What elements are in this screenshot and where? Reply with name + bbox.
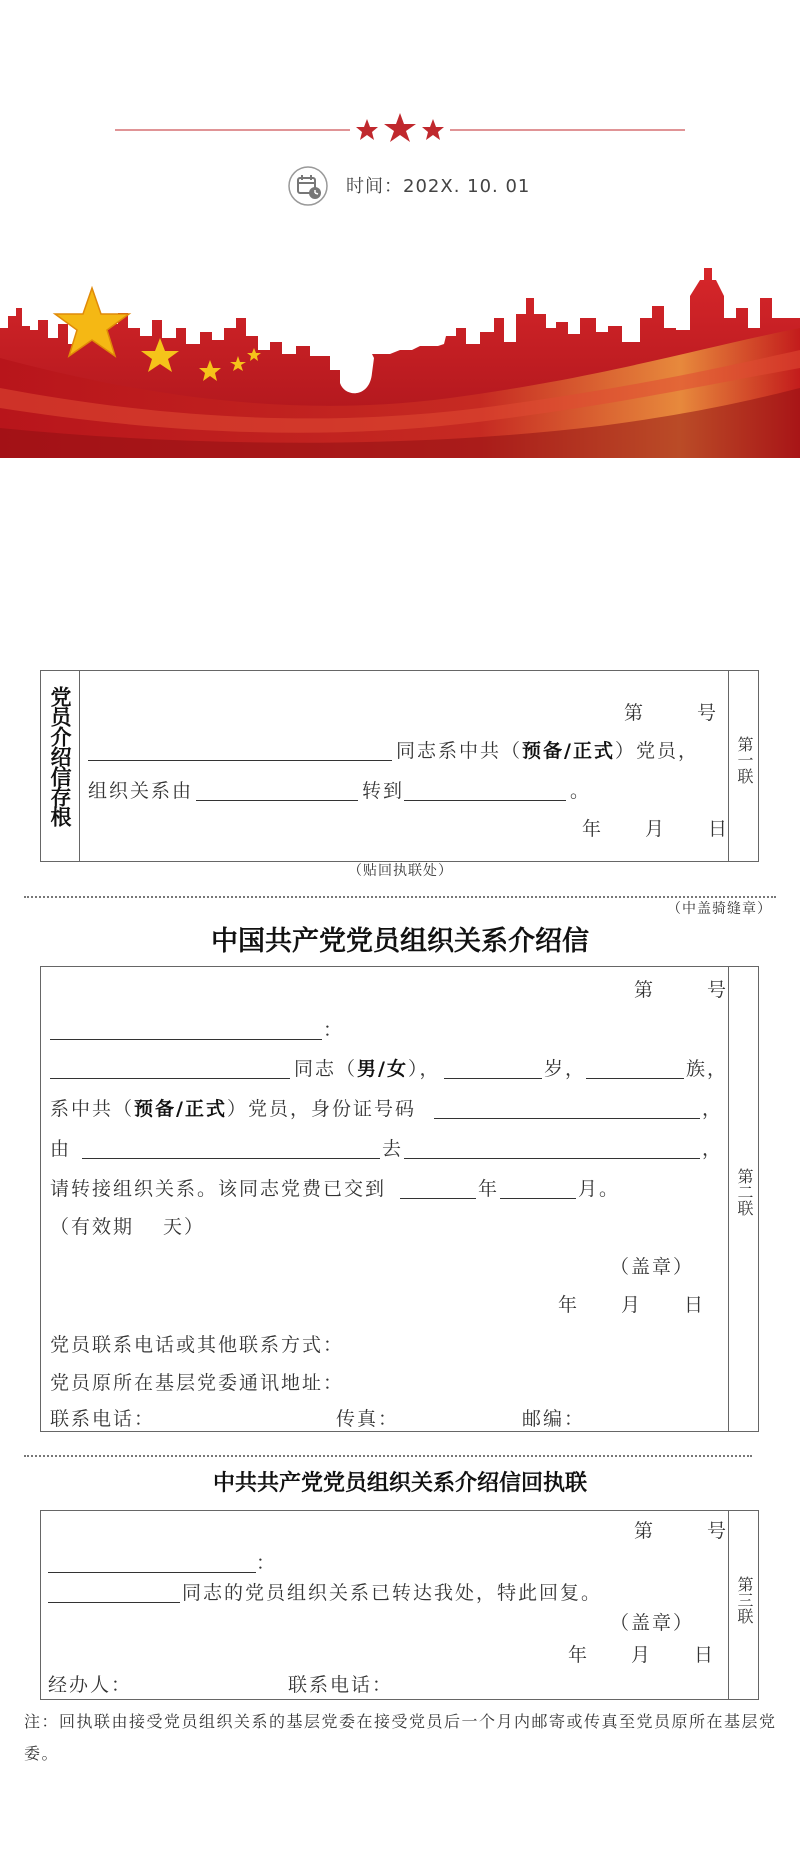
letter-phone: 联系电话：	[50, 1408, 156, 1430]
letter-right-divider	[728, 966, 729, 1432]
letter-line4-a: 由	[50, 1138, 72, 1160]
stub-from-blank[interactable]	[196, 800, 358, 801]
receipt-right-label: 第三联	[735, 1576, 754, 1624]
receipt-name-blank[interactable]	[48, 1602, 180, 1603]
letter-title: 中国共产党党员组织关系介绍信	[211, 926, 589, 957]
stub-line1: 同志系中共（预备/正式）党员，	[396, 740, 699, 762]
header-ornament	[115, 105, 685, 145]
receipt-date: 年 月 日	[568, 1644, 716, 1666]
letter-ethnic-blank[interactable]	[586, 1078, 684, 1079]
time-label: 时间：	[346, 176, 403, 197]
stub-left-divider	[79, 670, 80, 862]
letter-line2-a: 同志（男/女），	[294, 1058, 441, 1080]
perforation-line-1	[24, 896, 776, 898]
letter-to-blank[interactable]	[404, 1158, 700, 1159]
receipt-right-divider	[728, 1510, 729, 1700]
receipt-recipient-blank[interactable]	[48, 1572, 256, 1573]
letter-number: 第 号	[634, 979, 729, 1001]
letter-right-label: 第二联	[735, 1168, 754, 1216]
receipt-seal: （盖章）	[610, 1612, 695, 1634]
letter-line2-d: 族，	[686, 1058, 729, 1080]
letter-line5-a: 请转接组织关系。该同志党费已交到	[50, 1178, 387, 1200]
letter-dues-year-blank[interactable]	[400, 1198, 476, 1199]
letter-line4-end: ，	[702, 1138, 724, 1160]
receipt-colon: ：	[256, 1552, 278, 1574]
receipt-line2: 同志的党员组织关系已转达我处，特此回复。	[182, 1582, 603, 1604]
letter-postcode: 邮编：	[522, 1408, 586, 1430]
letter-from-blank[interactable]	[82, 1158, 380, 1159]
letter-line5-c: 月。	[578, 1178, 621, 1200]
letter-validity: （有效期 天）	[50, 1216, 206, 1238]
time-value: 202X. 10. 01	[403, 176, 531, 197]
stub-line2-start: 组织关系由	[88, 780, 194, 802]
letter-fax: 传真：	[336, 1408, 400, 1430]
letter-line3: 系中共（预备/正式）党员，身份证号码	[50, 1098, 416, 1120]
stub-name-blank[interactable]	[88, 760, 392, 761]
letter-line4-b: 去	[382, 1138, 404, 1160]
letter-recipient-blank[interactable]	[50, 1039, 322, 1040]
receipt-number: 第 号	[634, 1520, 729, 1542]
stub-line2-end: 。	[570, 780, 592, 802]
receipt-title: 中共共产党党员组织关系介绍信回执联	[212, 1470, 587, 1496]
stub-number: 第 号	[624, 702, 719, 724]
receipt-handler: 经办人：	[48, 1674, 133, 1696]
stub-date: 年 月 日	[582, 818, 730, 840]
letter-age-blank[interactable]	[444, 1078, 542, 1079]
receipt-phone: 联系电话：	[288, 1674, 394, 1696]
letter-id-blank[interactable]	[434, 1118, 700, 1119]
letter-contact2: 党员原所在基层党委通讯地址：	[50, 1372, 345, 1394]
letter-name-blank[interactable]	[50, 1078, 290, 1079]
stub-to-blank[interactable]	[404, 800, 566, 801]
calendar-clock-icon	[288, 166, 328, 206]
stub-note: （贴回执联处）	[348, 863, 453, 879]
stub-side-title: 党员介绍信存根	[48, 686, 73, 826]
letter-contact1: 党员联系电话或其他联系方式：	[50, 1334, 345, 1356]
seam-note: （中盖骑缝章）	[667, 901, 772, 917]
letter-line2-c: 岁，	[544, 1058, 587, 1080]
perforation-line-2	[24, 1455, 752, 1457]
stub-line2-mid: 转到	[362, 780, 405, 802]
letter-line5-b: 年	[478, 1178, 500, 1200]
stub-right-label: 第一联	[735, 736, 754, 784]
publish-time	[346, 176, 530, 198]
letter-date: 年 月 日	[558, 1294, 706, 1316]
letter-seal: （盖章）	[610, 1256, 695, 1278]
letter-dues-month-blank[interactable]	[500, 1198, 576, 1199]
star-divider-icon	[115, 105, 685, 145]
red-skyline-banner	[0, 258, 800, 458]
letter-line3-end: ，	[702, 1098, 724, 1120]
letter-colon: ：	[323, 1019, 345, 1041]
footnote: 注：回执联由接受党员组织关系的基层党委在接受党员后一个月内邮寄或传真至党员原所在基层党委。	[24, 1712, 777, 1763]
